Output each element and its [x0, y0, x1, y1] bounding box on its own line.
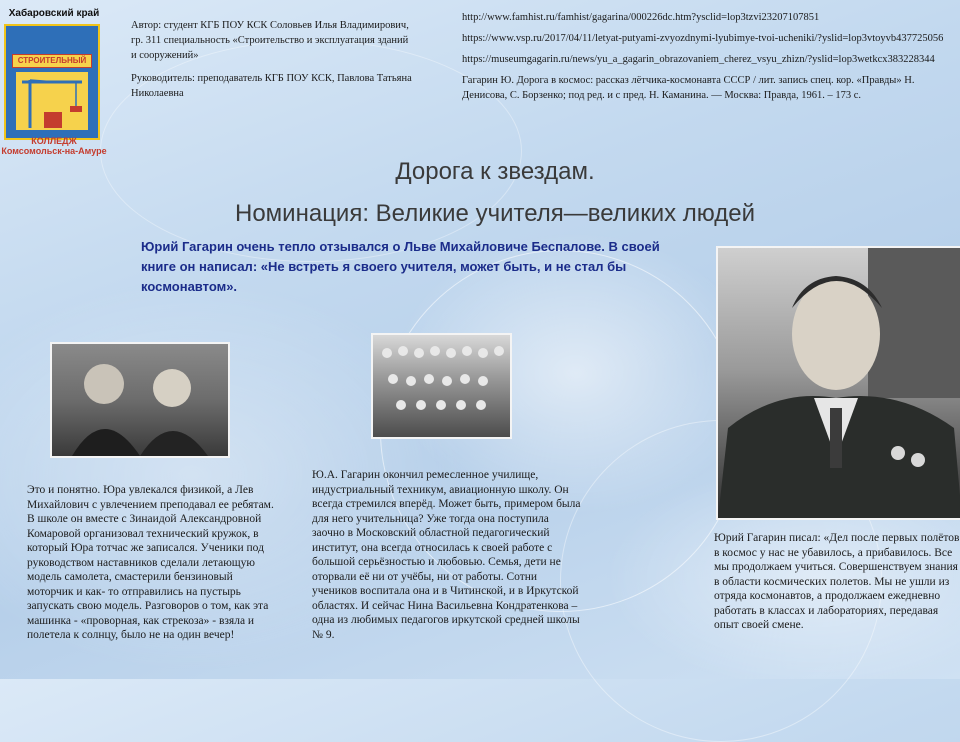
logo-city: Комсомольск-на-Амуре	[1, 146, 107, 156]
source-link[interactable]: https://www.vsp.ru/2017/04/11/letyat-putyami-zvyozdnymi-lyubimye-tvoi-ucheniki/?yslid=lop3vtoyvb437725056	[462, 33, 944, 44]
logo-college-word: КОЛЛЕДЖ	[31, 136, 77, 146]
text-column-right: Юрий Гагарин писал: «Дел после первых полётов в космос у нас не убавилось, а прибавилось. Все мы продолжаем учиться. Совершенствуем знания в области космических полетов. Мы не ушли из отряда космонавтов, а продолжаем ежедневно работать в классах и лабораториях, передавая опыт своей смене.	[714, 532, 960, 631]
text-column-left: Это и понятно. Юра увлекался физикой, а Лев Михайлович с увлечением преподавал ее ребятам. В школе он вместе с Зинаидой Александровной Комаровой организовал технический кружок, в который Юра тотчас же записался. Ученики под руководством наставников сделали летающую модель самолета, смастерили бензиновый моторчик и как- то отправились на пустырь запускать свою модель. Разговоров о том, как эта машинка - «проворная, как стрекоза» - взяла и полетела к солнцу, было не на один вечер!	[27, 484, 274, 641]
source-book: Гагарин Ю. Дорога в космос: рассказ лётчика-космонавта СССР / лит. запись спец. кор. «Правды» Н. Денисова, С. Борзенко; под ред. и с пред. Н. Каманина. — Москва: Правда, 1961. – 173 с.	[462, 75, 915, 101]
source-link[interactable]: https://museumgagarin.ru/news/yu_a_gagarin_obrazovaniem_cherez_vsyu_zhizn/?yslid=lop3wetkcx383228344	[462, 54, 935, 65]
logo-band-text: СТРОИТЕЛЬНЫЙ	[12, 54, 92, 68]
quote-text: Юрий Гагарин очень тепло отзывался о Льве Михайловиче Беспалове. В своей книге он написал: «Не встреть я своего учителя, может быть, и не стал бы космонавтом».	[141, 239, 660, 294]
college-logo	[0, 8, 108, 168]
source-link[interactable]: http://www.famhist.ru/famhist/gagarina/000226dc.htm?ysclid=lop3tzvi23207107851	[462, 12, 820, 23]
author-block	[131, 18, 416, 109]
supervisor-text: Руководитель: преподаватель КГБ ПОУ КСК, Павлова Татьяна Николаевна	[131, 73, 412, 99]
sources-list	[462, 10, 960, 109]
nomination-title: Номинация: Великие учителя—великих людей	[235, 200, 755, 227]
logo-region-text: Хабаровский край	[8, 8, 100, 19]
portrait-illustration	[52, 344, 228, 456]
page-title: Дорога к звездам.	[395, 158, 595, 185]
text-column-middle: Ю.А. Гагарин окончил ремесленное училище, индустриальный техникум, авиационную школу. Он всегда стремился вперёд. Может быть, примером была для него учительница? Уже тогда она поступила заочно в Московский областной педагогический институт, она всегда относилась к своей работе с большой серьёзностью и любовью. Семья, дети не оторвали её ни от учёбы, ни от работы. Сотни учеников воспитала она и в Читинской, и в Иркутской областях. И сейчас Нина Васильевна Кондратенкова – одна из любимых педагогов иркутской средней школы № 9.	[312, 469, 581, 641]
photo-teacher-and-gagarin	[50, 342, 230, 458]
photo-class-group	[371, 333, 512, 439]
logo-emblem	[4, 24, 100, 140]
photo-gagarin-portrait	[716, 246, 960, 520]
author-text: Автор: студент КГБ ПОУ КСК Соловьев Илья Владимирович, гр. 311 специальность «Строительство и эксплуатация зданий и сооружений»	[131, 20, 409, 61]
gagarin-illustration	[718, 248, 960, 518]
crane-icon	[16, 72, 88, 130]
logo-bottom-text	[0, 136, 108, 156]
group-illustration	[373, 335, 510, 437]
